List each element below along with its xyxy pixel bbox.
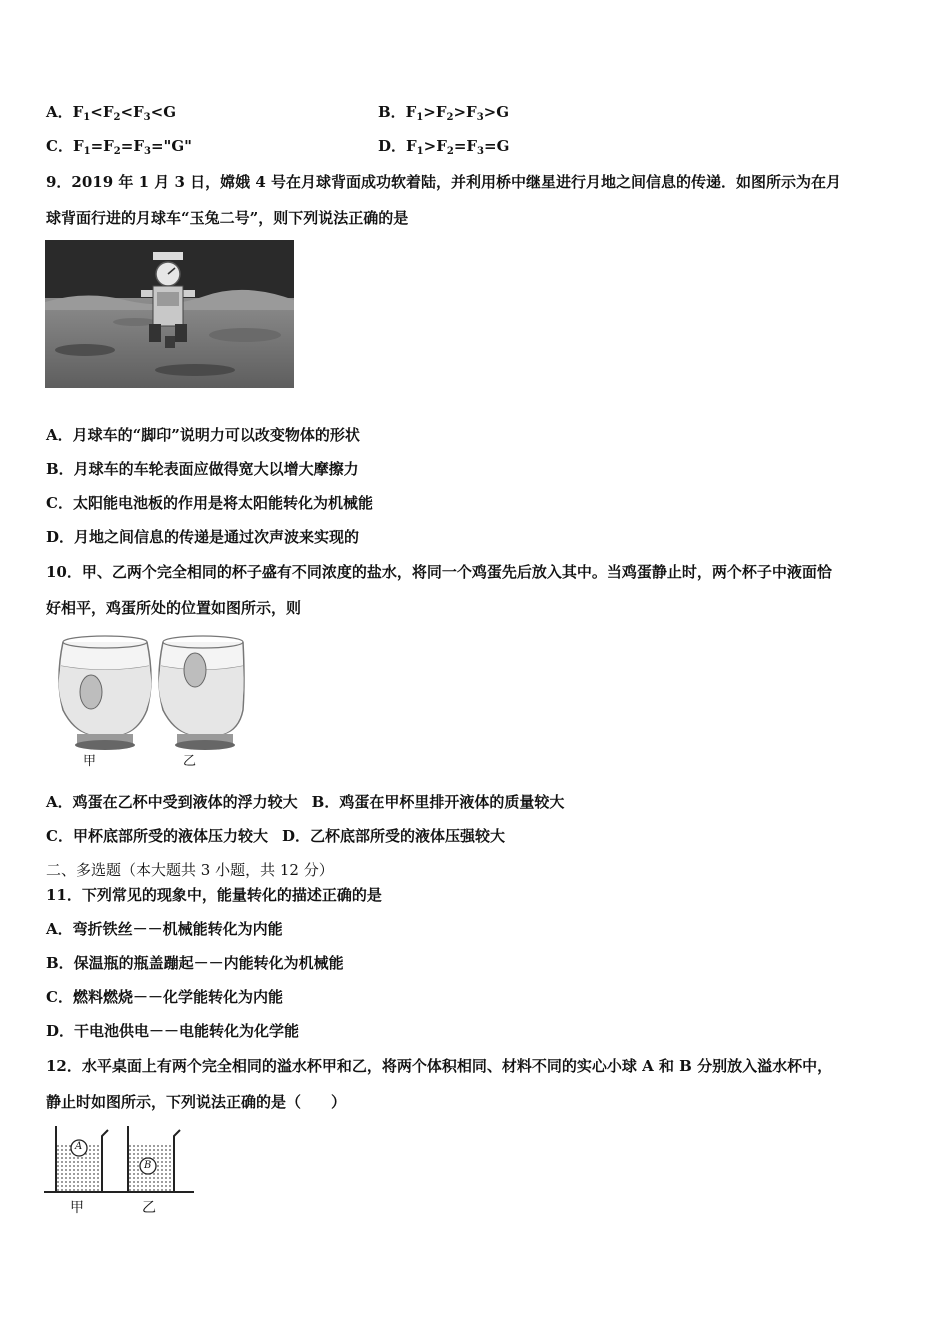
q10-option-d: D．乙杯底部所受的液体压强较大 <box>281 827 505 845</box>
q10-stem-line2: 好相平，鸡蛋所处的位置如图所示，则 <box>46 599 302 617</box>
egg-glasses-figure <box>45 630 245 775</box>
q8-option-b: B．$F_1>F_2>F_3>G$ <box>378 103 510 123</box>
moon-rover-photo <box>45 240 294 388</box>
glass-yi-label: 乙 <box>183 754 197 769</box>
ball-a-label: A <box>75 1141 83 1152</box>
q11-option-c: C．燃料燃烧－－化学能转化为内能 <box>46 988 283 1006</box>
q12-stem-line2: 静止时如图所示，下列说法正确的是（ ） <box>46 1093 347 1111</box>
q11-option-a: A．弯折铁丝－－机械能转化为内能 <box>46 920 283 938</box>
q11-stem: 11．下列常见的现象中，能量转化的描述正确的是 <box>46 886 382 904</box>
q9-stem-line2: 球背面行进的月球车“玉兔二号”，则下列说法正确的是 <box>46 209 409 227</box>
q10-options-cd <box>46 826 505 846</box>
q10-option-a: A．鸡蛋在乙杯中受到液体的浮力较大 <box>46 793 298 811</box>
overflow-cups-figure <box>44 1124 194 1220</box>
q9-option-b: B．月球车的车轮表面应做得宽大以增大摩擦力 <box>46 460 359 478</box>
q9-stem-line1: 9．2019 年 1 月 3 日，嫦娥 4 号在月球背面成功软着陆，并利用桥中继星进行月地之间信息的传递．如图所示为在月 <box>46 173 842 191</box>
q10-stem-line1: 10．甲、乙两个完全相同的杯子盛有不同浓度的盐水，将同一个鸡蛋先后放入其中。当鸡蛋静止时，两个杯子中液面恰 <box>46 563 832 581</box>
q10-option-c: C．甲杯底部所受的液体压力较大 <box>46 827 268 845</box>
q8-option-a: A．$F_1<F_2<F_3<G$ <box>46 103 177 123</box>
q12-stem-line1: 12．水平桌面上有两个完全相同的溢水杯甲和乙，将两个体积相同、材料不同的实心小球 A 和 B 分别放入溢水杯中， <box>46 1057 833 1075</box>
q8-option-c: C．$F_1=F_2=F_3="G$" <box>46 137 192 157</box>
q11-option-d: D．干电池供电－－电能转化为化学能 <box>46 1022 300 1040</box>
q9-option-a: A．月球车的“脚印”说明力可以改变物体的形状 <box>46 426 360 444</box>
cup-jia-label: 甲 <box>70 1200 84 1216</box>
q11-option-b: B．保温瓶的瓶盖蹦起－－内能转化为机械能 <box>46 954 344 972</box>
q10-options-ab <box>46 792 564 812</box>
ball-b-label: B <box>144 1160 152 1171</box>
glass-jia-label: 甲 <box>83 754 97 769</box>
glass-jia <box>59 636 152 750</box>
q9-option-c: C．太阳能电池板的作用是将太阳能转化为机械能 <box>46 494 373 512</box>
q8-option-d: D．$F_1>F_2=F_3=G$ <box>378 137 510 157</box>
glass-yi <box>159 636 244 750</box>
q10-option-b: B．鸡蛋在甲杯里排开液体的质量较大 <box>311 793 565 811</box>
q9-option-d: D．月地之间信息的传递是通过次声波来实现的 <box>46 528 360 546</box>
cup-yi-label: 乙 <box>142 1200 156 1216</box>
section-heading: 二、多选题（本大题共 3 小题，共 12 分） <box>46 861 334 879</box>
